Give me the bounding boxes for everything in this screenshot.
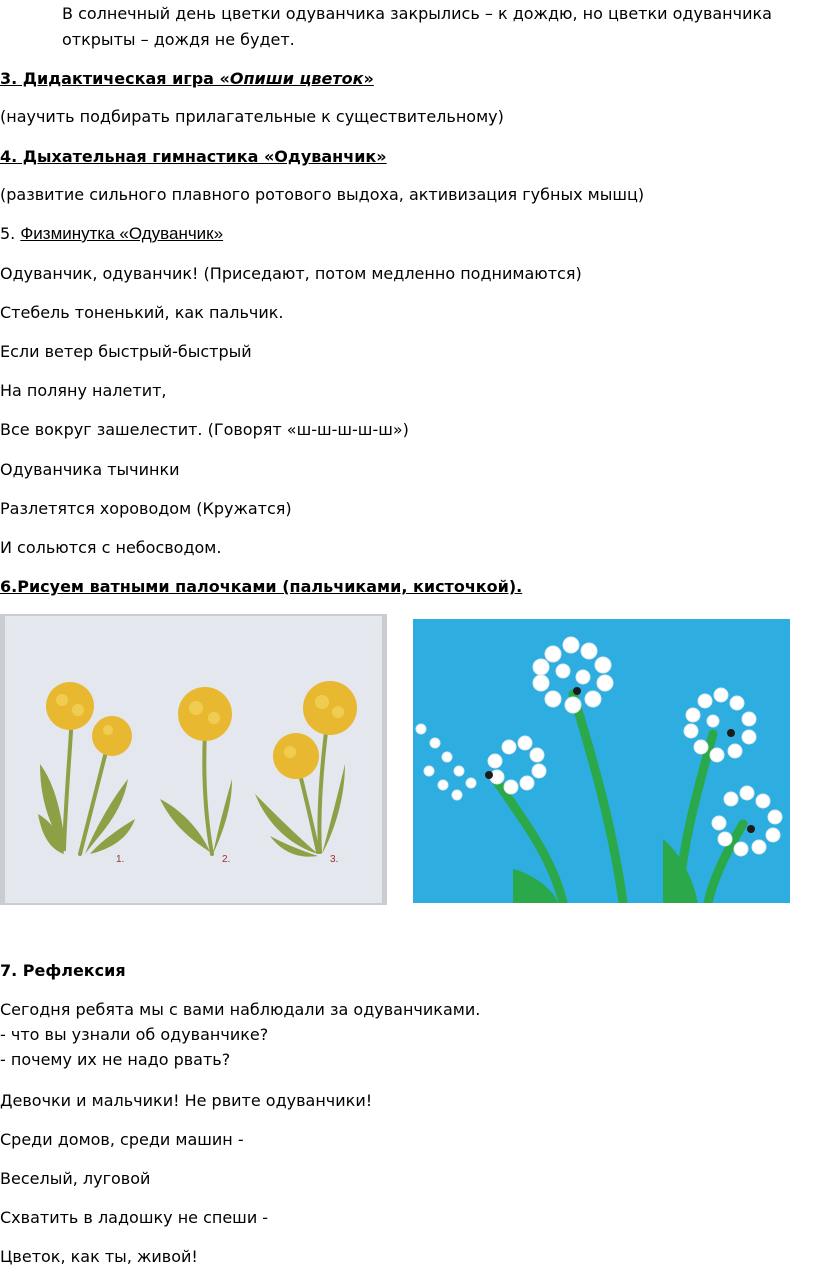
- section-6-title: 6.Рисуем ватными палочками (пальчиками, кисточкой).: [0, 577, 523, 596]
- picture-label-2: 2.: [222, 854, 231, 865]
- section-4-desc: (развитие сильного плавного ротового выдоха, активизация губных мышц): [0, 185, 645, 204]
- section-7-line: Веселый, луговой: [0, 1169, 151, 1188]
- section-5-line: Все вокруг зашелестит. (Говорят «ш-ш-ш-ш-ш»): [0, 420, 409, 439]
- section-3-title-prefix: 3. Дидактическая игра «: [0, 69, 230, 88]
- section-5-num: 5.: [0, 224, 21, 243]
- white-dandelions-picture: [413, 619, 790, 903]
- intro-line-1: В солнечный день цветки одуванчика закрылись – к дождю, но цветки одуванчика: [62, 4, 772, 23]
- section-7-line: Цветок, как ты, живой!: [0, 1247, 198, 1266]
- section-7-line: Схватить в ладошку не спеши -: [0, 1208, 269, 1227]
- section-7-title: 7. Рефлексия: [0, 961, 126, 980]
- section-5-line: И сольются с небосводом.: [0, 538, 222, 557]
- section-3-title-suffix: »: [363, 69, 374, 88]
- intro-line-2: открыты – дождя не будет.: [62, 30, 295, 49]
- section-5-line: Если ветер быстрый-быстрый: [0, 342, 252, 361]
- yellow-dandelions-picture: [0, 614, 387, 905]
- section-5-line: Разлетятся хороводом (Кружатся): [0, 499, 292, 518]
- section-5-title-text: Физминутка «Одуванчик»: [20, 224, 224, 243]
- section-7-line: - почему их не надо рвать?: [0, 1050, 231, 1069]
- section-5-title: [0, 224, 223, 244]
- section-7-line: Среди домов, среди машин -: [0, 1130, 244, 1149]
- picture-label-1: 1.: [116, 854, 125, 865]
- picture-label-3: 3.: [330, 854, 339, 865]
- section-7-line: - что вы узнали об одуванчике?: [0, 1025, 269, 1044]
- section-3-title: [0, 69, 374, 89]
- section-5-line: Одуванчика тычинки: [0, 460, 180, 479]
- section-3-desc: (научить подбирать прилагательные к существительному): [0, 107, 504, 126]
- section-7-line: Сегодня ребята мы с вами наблюдали за одуванчиками.: [0, 1000, 481, 1019]
- section-5-line: Одуванчик, одуванчик! (Приседают, потом медленно поднимаются): [0, 264, 582, 283]
- section-4-title: 4. Дыхательная гимнастика «Одуванчик»: [0, 147, 387, 166]
- section-5-line: На поляну налетит,: [0, 381, 167, 400]
- section-3-title-italic: Опиши цветок: [229, 69, 364, 88]
- section-5-line: Стебель тоненький, как пальчик.: [0, 303, 284, 322]
- section-7-line: Девочки и мальчики! Не рвите одуванчики!: [0, 1091, 373, 1110]
